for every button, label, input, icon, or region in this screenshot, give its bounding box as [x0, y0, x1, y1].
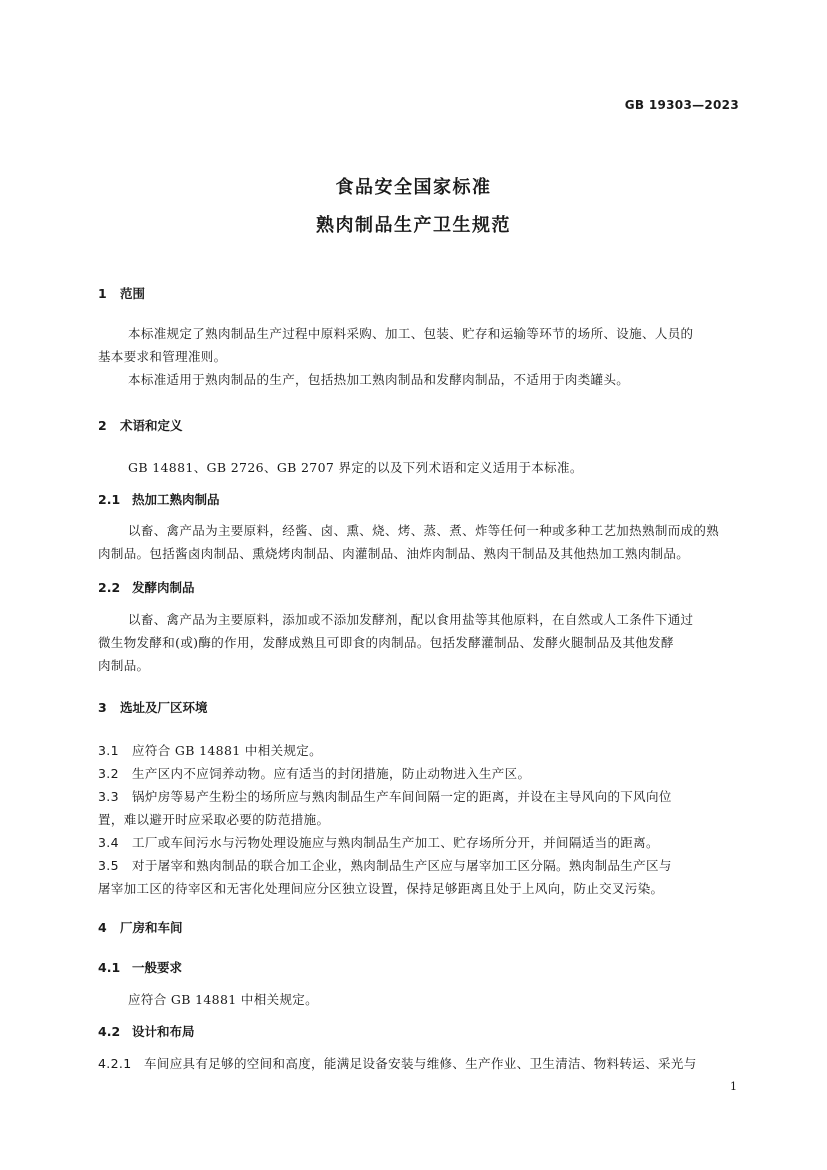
body-line: 应符合 GB 14881 中相关规定。 — [128, 992, 319, 1007]
section-title: 热加工熟肉制品 — [132, 492, 220, 507]
section-title: 厂房和车间 — [120, 920, 183, 935]
section-title: 一般要求 — [132, 960, 183, 975]
standard-code: GB 19303—2023 — [624, 98, 739, 112]
page-number: 1 — [730, 1080, 737, 1093]
clause-3-2 — [98, 764, 530, 782]
body-line: 本标准规定了熟肉制品生产过程中原料采购、加工、包装、贮存和运输等环节的场所、设施、人员的 — [128, 326, 694, 341]
section-title: 发酵肉制品 — [132, 580, 195, 595]
section-title: 选址及厂区环境 — [120, 700, 208, 715]
section-number: 3 — [98, 700, 107, 715]
section-heading-4 — [98, 918, 183, 936]
body-line: 肉制品。 — [98, 658, 150, 673]
body-line: 以畜、禽产品为主要原料，添加或不添加发酵剂，配以食用盐等其他原料，在自然或人工条件下通过 — [128, 612, 694, 627]
clause-number: 3.2 — [98, 766, 119, 781]
body-line: 微生物发酵和(或)酶的作用，发酵成熟且可即食的肉制品。包括发酵灌制品、发酵火腿制品及其他发酵 — [98, 635, 674, 650]
clause-number: 3.1 — [98, 743, 119, 758]
body-line: GB 14881、GB 2726、GB 2707 界定的以及下列术语和定义适用于本标准。 — [128, 460, 583, 475]
clause-text: 对于屠宰和熟肉制品的联合加工企业，熟肉制品生产区应与屠宰加工区分隔。熟肉制品生产区与 — [132, 858, 672, 873]
section-number: 4 — [98, 920, 107, 935]
section-number: 2.1 — [98, 492, 121, 507]
clause-3-1 — [98, 741, 322, 759]
document-title: 食品安全国家标准 — [335, 177, 492, 198]
clause-text: 车间应具有足够的空间和高度，能满足设备安装与维修、生产作业、卫生清洁、物料转运、采光与 — [144, 1056, 697, 1071]
document-subtitle: 熟肉制品生产卫生规范 — [316, 215, 511, 236]
clause-text: 应符合 GB 14881 中相关规定。 — [132, 743, 323, 758]
clause-3-5 — [98, 856, 672, 874]
clause-number: 4.2.1 — [98, 1056, 132, 1071]
section-heading-4-2 — [98, 1022, 195, 1040]
clause-3-3 — [98, 787, 672, 805]
section-number: 4.2 — [98, 1024, 121, 1039]
clause-number: 3.3 — [98, 789, 119, 804]
section-number: 2.2 — [98, 580, 121, 595]
clause-number: 3.5 — [98, 858, 119, 873]
clause-text: 生产区内不应饲养动物。应有适当的封闭措施，防止动物进入生产区。 — [132, 766, 531, 781]
section-title: 术语和定义 — [120, 418, 183, 433]
section-number: 4.1 — [98, 960, 121, 975]
section-heading-2 — [98, 416, 183, 434]
body-line: 置，难以避开时应采取必要的防范措施。 — [98, 812, 330, 827]
body-line: 以畜、禽产品为主要原料，经酱、卤、熏、烧、烤、蒸、煮、炸等任何一种或多种工艺加热熟制而成的熟 — [128, 523, 720, 538]
clause-text: 锅炉房等易产生粉尘的场所应与熟肉制品生产车间间隔一定的距离，并设在主导风向的下风向位 — [132, 789, 672, 804]
clause-4-2-1 — [98, 1054, 697, 1072]
section-title: 范围 — [120, 286, 146, 301]
section-heading-3 — [98, 698, 208, 716]
section-heading-1 — [98, 284, 145, 302]
body-line: 基本要求和管理准则。 — [98, 349, 227, 364]
body-line: 屠宰加工区的待宰区和无害化处理间应分区独立设置，保持足够距离且处于上风向，防止交叉污染。 — [98, 881, 664, 896]
section-heading-4-1 — [98, 958, 182, 976]
clause-number: 3.4 — [98, 835, 119, 850]
section-heading-2-2 — [98, 578, 195, 596]
section-heading-2-1 — [98, 490, 220, 508]
clause-text: 工厂或车间污水与污物处理设施应与熟肉制品生产加工、贮存场所分开，并间隔适当的距离。 — [132, 835, 659, 850]
section-number: 2 — [98, 418, 107, 433]
section-title: 设计和布局 — [132, 1024, 195, 1039]
body-line: 肉制品。包括酱卤肉制品、熏烧烤肉制品、肉灌制品、油炸肉制品、熟肉干制品及其他热加工熟肉制品。 — [98, 546, 690, 561]
section-number: 1 — [98, 286, 107, 301]
clause-3-4 — [98, 833, 659, 851]
body-line: 本标准适用于熟肉制品的生产，包括热加工熟肉制品和发酵肉制品，不适用于肉类罐头。 — [128, 372, 630, 387]
